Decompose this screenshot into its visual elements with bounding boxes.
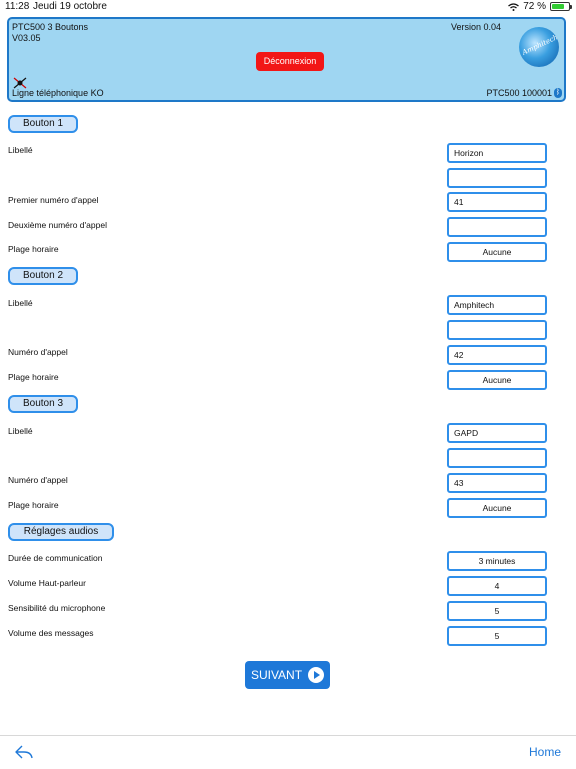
label-number-3: Numéro d'appel: [8, 475, 68, 485]
libelle-1-field[interactable]: Horizon: [447, 143, 547, 163]
libelle-2b-field[interactable]: [447, 320, 547, 340]
number-2-field[interactable]: 42: [447, 345, 547, 365]
logo-text: Amphitech: [521, 33, 559, 57]
messages-volume-select[interactable]: 5: [447, 626, 547, 646]
second-number-field[interactable]: [447, 217, 547, 237]
wifi-icon: [508, 3, 519, 11]
libelle-1b-field[interactable]: [447, 168, 547, 188]
number-3-field[interactable]: 43: [447, 473, 547, 493]
bottom-toolbar: [0, 735, 576, 769]
label-plage-3: Plage horaire: [8, 500, 59, 510]
amphitech-logo: [519, 27, 559, 67]
libelle-2-field[interactable]: Amphitech: [447, 295, 547, 315]
plage-2-select[interactable]: Aucune: [447, 370, 547, 390]
firmware-version: V03.05: [12, 33, 41, 43]
status-bar: [0, 0, 576, 14]
device-id: PTC500 100001: [486, 88, 552, 98]
speaker-volume-select[interactable]: 4: [447, 576, 547, 596]
home-link[interactable]: Home: [528, 745, 561, 759]
label-libelle-1: Libellé: [8, 145, 33, 155]
battery-percent: 72 %: [523, 1, 546, 12]
section-reglages-audios[interactable]: Réglages audios: [8, 523, 114, 541]
label-duration: Durée de communication: [8, 553, 103, 563]
device-header: [7, 17, 566, 102]
label-libelle-3: Libellé: [8, 426, 33, 436]
status-right: [508, 1, 570, 12]
section-bouton-1[interactable]: Bouton 1: [8, 115, 78, 133]
plage-1-select[interactable]: Aucune: [447, 242, 547, 262]
libelle-3b-field[interactable]: [447, 448, 547, 468]
label-messages-volume: Volume des messages: [8, 628, 94, 638]
mic-sensitivity-select[interactable]: 5: [447, 601, 547, 621]
disconnect-button[interactable]: Déconnexion: [256, 52, 324, 71]
label-number-2: Numéro d'appel: [8, 347, 68, 357]
label-first-number: Premier numéro d'appel: [8, 195, 99, 205]
battery-fill: [552, 4, 564, 9]
label-libelle-2: Libellé: [8, 298, 33, 308]
app-version: Version 0.04: [450, 22, 501, 32]
plage-3-select[interactable]: Aucune: [447, 498, 547, 518]
next-label: SUIVANT: [250, 668, 303, 682]
duration-select[interactable]: 3 minutes: [447, 551, 547, 571]
next-button[interactable]: [245, 661, 330, 689]
line-status: Ligne téléphonique KO: [12, 88, 104, 98]
label-speaker-volume: Volume Haut-parleur: [8, 578, 86, 588]
bluetooth-icon: ᛒ: [555, 89, 561, 96]
device-name: PTC500 3 Boutons: [12, 22, 89, 32]
label-plage-1: Plage horaire: [8, 244, 59, 254]
back-arrow-icon[interactable]: [14, 744, 34, 760]
first-number-field[interactable]: 41: [447, 192, 547, 212]
libelle-3-field[interactable]: GAPD: [447, 423, 547, 443]
label-mic-sensitivity: Sensibilité du microphone: [8, 603, 106, 613]
section-bouton-3[interactable]: Bouton 3: [8, 395, 78, 413]
section-bouton-2[interactable]: Bouton 2: [8, 267, 78, 285]
status-date: Jeudi 19 octobre: [33, 1, 107, 12]
label-plage-2: Plage horaire: [8, 372, 59, 382]
status-time: 11:28: [5, 1, 30, 12]
battery-icon: [550, 2, 570, 11]
play-arrow-icon: [308, 667, 324, 683]
label-second-number: Deuxième numéro d'appel: [8, 220, 107, 230]
